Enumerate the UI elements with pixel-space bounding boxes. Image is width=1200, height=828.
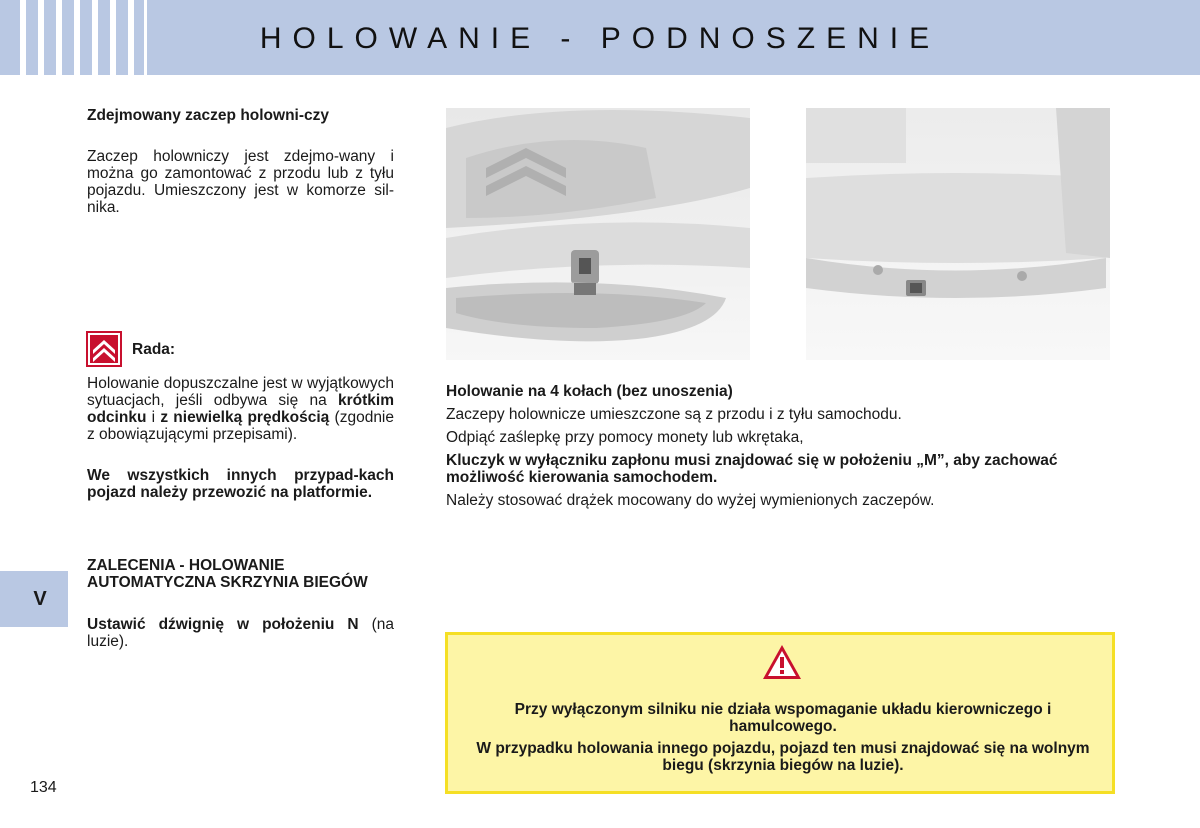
- gear-lever-instruction: Ustawić dźwignię w położeniu N: [87, 616, 359, 633]
- advice-emphasis: krótkim odcinku: [87, 392, 394, 426]
- warning-assist-text: Przy wyłączonym silniku nie działa wspomaganie układu kierowniczego i hamulcowego.: [514, 701, 1052, 735]
- warning-neutral-text: W przypadku holowania innego pojazdu, pojazd ten musi znajdować się na wolnym biegu (skrzynia biegów na luzie).: [476, 740, 1090, 774]
- rear-bumper-photo: [806, 108, 1110, 360]
- advice-platform-note: We wszystkich innych przypad-kach pojazd należy przewozić na platformie.: [87, 467, 394, 501]
- citroen-chevron-icon: [86, 331, 122, 367]
- header-stripe: [110, 0, 116, 75]
- advice-label: Rada:: [132, 341, 176, 358]
- header-stripe: [38, 0, 44, 75]
- header-stripe: [92, 0, 98, 75]
- header-stripe: [128, 0, 134, 75]
- section-title-towing-hook: Zdejmowany zaczep holowni-czy: [87, 107, 330, 124]
- header-stripe: [144, 0, 147, 75]
- header-bar: [0, 0, 1200, 75]
- section-body-automatic-gearbox: [87, 616, 394, 650]
- advice-text: i: [146, 409, 161, 426]
- towing-hooks-location: Zaczepy holownicze umieszczone są z przodu i z tyłu samochodu.: [446, 406, 902, 423]
- page-title: HOLOWANIE - PODNOSZENIE: [259, 22, 941, 55]
- rear-bumper-illustration: [806, 108, 1110, 360]
- towing-bar-instruction: Należy stosować drążek mocowany do wyżej wymienionych zaczepów.: [446, 492, 935, 509]
- header-stripe: [56, 0, 62, 75]
- front-bumper-photo: [446, 108, 750, 360]
- advice-emphasis: z niewielką prędkością: [160, 409, 330, 426]
- warning-triangle-icon: [762, 644, 802, 680]
- chapter-tab-label: V: [33, 587, 47, 610]
- ignition-key-position: Kluczyk w wyłączniku zapłonu musi znajdować się w położeniu „M”, aby zachować możliwość kierowania samochodem.: [446, 452, 1058, 486]
- section-body-towing-hook: Zaczep holowniczy jest zdejmo-wany i można go zamontować z przodu lub z tyłu pojazdu. Umieszczony jest w komorze sil-nika.: [87, 148, 394, 216]
- towing-cover-removal: Odpiąć zaślepkę przy pomocy monety lub wkrętaka,: [446, 429, 804, 446]
- section-title-four-wheel-towing: Holowanie na 4 kołach (bez unoszenia): [446, 383, 733, 400]
- warning-box: [445, 632, 1115, 794]
- advice-text: (zgodnie z obowiązującymi przepisami).: [87, 409, 394, 443]
- advice-paragraph: [87, 375, 394, 443]
- front-bumper-illustration: [446, 108, 750, 360]
- section-title-automatic-gearbox: ZALECENIA - HOLOWANIE AUTOMATYCZNA SKRZYNIA BIEGÓW: [87, 557, 368, 591]
- chapter-tab: [0, 571, 68, 627]
- header-stripe: [20, 0, 26, 75]
- page-number: 134: [30, 779, 57, 796]
- advice-text: Holowanie dopuszczalne jest w wyjątkowych sytuacjach, jeśli odbywa się na: [87, 375, 394, 409]
- header-stripe: [74, 0, 80, 75]
- gear-lever-note: (na luzie).: [87, 616, 394, 650]
